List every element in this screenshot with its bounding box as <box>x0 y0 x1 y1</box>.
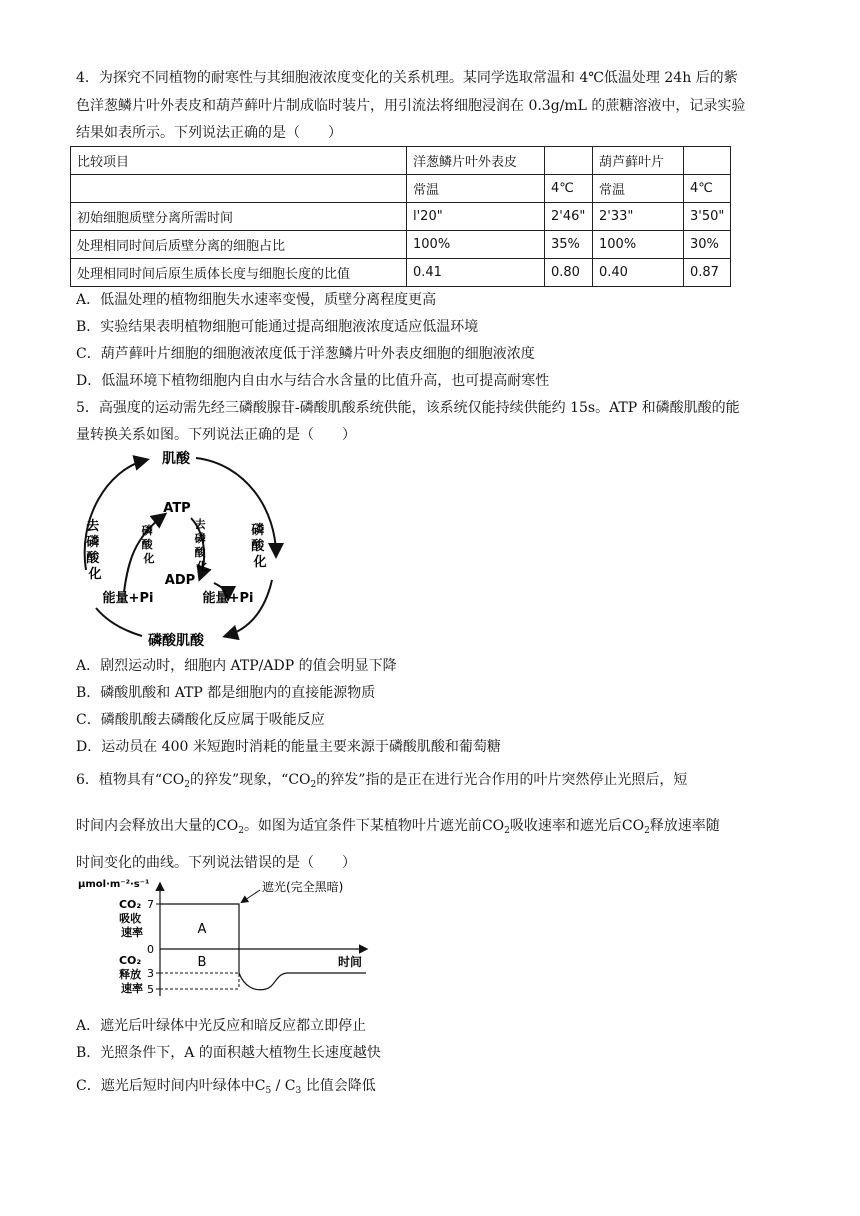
subheader-cold-moss: 4℃ <box>684 175 731 203</box>
table-row <box>71 231 731 259</box>
q6-stem-line3: 时间变化的曲线。下列说法错误的是（ ） <box>76 855 356 871</box>
label-phosphocreatine: 磷酸肌酸 <box>148 633 204 649</box>
header-item: 比较项目 <box>71 147 407 175</box>
x-axis-label: 时间 <box>338 955 363 969</box>
header-empty <box>545 147 593 175</box>
tick-7: 7 <box>147 898 154 911</box>
header-empty <box>684 147 731 175</box>
label-energy-right: 能量+Pi <box>202 591 254 606</box>
arrow-bottom-left <box>96 608 142 636</box>
label-dephos-outer: 去 磷 酸 化 <box>86 519 102 582</box>
label-atp: ATP <box>163 501 191 516</box>
cell: 35% <box>545 231 593 259</box>
row-label: 初始细胞质壁分离所需时间 <box>71 203 407 231</box>
q5-option-b[interactable]: B．磷酸肌酸和 ATP 都是细胞内的直接能源物质 <box>76 685 376 701</box>
q4-option-b[interactable]: B．实验结果表明植物细胞可能通过提高细胞液浓度适应低温环境 <box>76 319 479 335</box>
cell: 0.40 <box>593 259 684 287</box>
label-phos-inner: 磷 酸 化 <box>141 524 155 565</box>
q5-option-c[interactable]: C．磷酸肌酸去磷酸化反应属于吸能反应 <box>76 712 325 728</box>
atp-creatine-diagram <box>76 450 286 650</box>
release-label: CO₂ 释放 速率 <box>118 954 143 995</box>
annotation-label: 遮光(完全黑暗) <box>262 880 344 894</box>
annotation-arrow <box>242 890 260 902</box>
cell: 3'50" <box>684 203 731 231</box>
q4-comparison-table <box>70 146 731 287</box>
q6-stem-line2: 时间内会释放出大量的$CO_2$。如图为适宜条件下某植物叶片遮光前$CO_2$吸收速率和遮光后$CO_2$释放速率随 <box>76 818 720 836</box>
header-onion: 洋葱鳞片叶外表皮 <box>407 147 545 175</box>
subheader-normal-moss: 常温 <box>593 175 684 203</box>
q5-stem-line2: 量转换关系如图。下列说法正确的是（ ） <box>76 427 356 443</box>
cell: 2'33" <box>593 203 684 231</box>
q6-stem-line1: 6．植物具有“$CO_2$的猝发”现象，“$CO_2$的猝发”指的是正在进行光合作用的叶片突然停止光照后，短 <box>76 772 688 790</box>
q4-stem-line3: 结果如表所示。下列说法正确的是（ ） <box>76 125 342 141</box>
q4-option-d[interactable]: D．低温环境下植物细胞内自由水与结合水含量的比值升高，也可提高耐寒性 <box>76 373 550 389</box>
label-adp: ADP <box>164 573 196 588</box>
cell: 30% <box>684 231 731 259</box>
absorb-label: CO₂ 吸收 速率 <box>118 898 143 939</box>
subheader-normal-onion: 常温 <box>407 175 545 203</box>
q4-stem-line2: 色洋葱鳞片叶外表皮和葫芦藓叶片制成临时装片，用引流法将细胞浸润在 0.3g/mL 的蔗糖溶液中，记录实验 <box>76 98 746 114</box>
cell: 0.87 <box>684 259 731 287</box>
row-label: 处理相同时间后质壁分离的细胞占比 <box>71 231 407 259</box>
label-energy-left: 能量+Pi <box>102 591 154 606</box>
cell: l'20" <box>407 203 545 231</box>
tick-3: 3 <box>147 967 154 980</box>
q6-option-a[interactable]: A．遮光后叶绿体中光反应和暗反应都立即停止 <box>76 1018 367 1034</box>
q4-option-c[interactable]: C．葫芦藓叶片细胞的细胞液浓度低于洋葱鳞片叶外表皮细胞的细胞液浓度 <box>76 346 535 362</box>
table-subheader-row <box>71 175 731 203</box>
region-b-label: B <box>197 955 207 970</box>
unit-label: μmol·m⁻²·s⁻¹ <box>78 879 150 890</box>
table-row <box>71 259 731 287</box>
q4-stem-line1: 4．为探究不同植物的耐寒性与其细胞液浓度变化的关系机理。某同学选取常温和 4℃低温处理 24h 后的紫 <box>76 70 738 86</box>
header-moss: 葫芦藓叶片 <box>593 147 684 175</box>
subheader-cold-onion: 4℃ <box>545 175 593 203</box>
tick-5: 5 <box>147 983 154 996</box>
co2-rate-graph <box>76 876 376 1000</box>
cell: 0.80 <box>545 259 593 287</box>
cell: 2'46" <box>545 203 593 231</box>
label-phos-outer: 磷 酸 化 <box>251 523 267 570</box>
row-label: 处理相同时间后原生质体长度与细胞长度的比值 <box>71 259 407 287</box>
q5-stem-line1: 5．高强度的运动需先经三磷酸腺苷-磷酸肌酸系统供能，该系统仅能持续供能约 15s。ATP 和磷酸肌酸的能 <box>76 400 740 416</box>
region-a-label: A <box>197 922 207 937</box>
subheader-empty <box>71 175 407 203</box>
arrow-bottom-right <box>226 580 272 636</box>
cell: 0.41 <box>407 259 545 287</box>
q6-option-c[interactable]: C．遮光后短时间内叶绿体中$C_5 / C_3$ 比值会降低 <box>76 1078 376 1096</box>
table-row <box>71 203 731 231</box>
q5-option-d[interactable]: D．运动员在 400 米短跑时消耗的能量主要来源于磷酸肌酸和葡萄糖 <box>76 739 501 755</box>
tick-0: 0 <box>147 943 154 956</box>
q4-option-a[interactable]: A．低温处理的植物细胞失水速率变慢，质壁分离程度更高 <box>76 292 437 308</box>
label-dephos-inner: 去 磷 酸 化 <box>194 518 208 573</box>
q6-option-b[interactable]: B．光照条件下，A 的面积越大植物生长速度越快 <box>76 1045 381 1061</box>
label-creatine: 肌酸 <box>162 451 190 467</box>
q5-option-a[interactable]: A．剧烈运动时，细胞内 ATP/ADP 的值会明显下降 <box>76 658 397 674</box>
table-header-row <box>71 147 731 175</box>
cell: 100% <box>593 231 684 259</box>
cell: 100% <box>407 231 545 259</box>
